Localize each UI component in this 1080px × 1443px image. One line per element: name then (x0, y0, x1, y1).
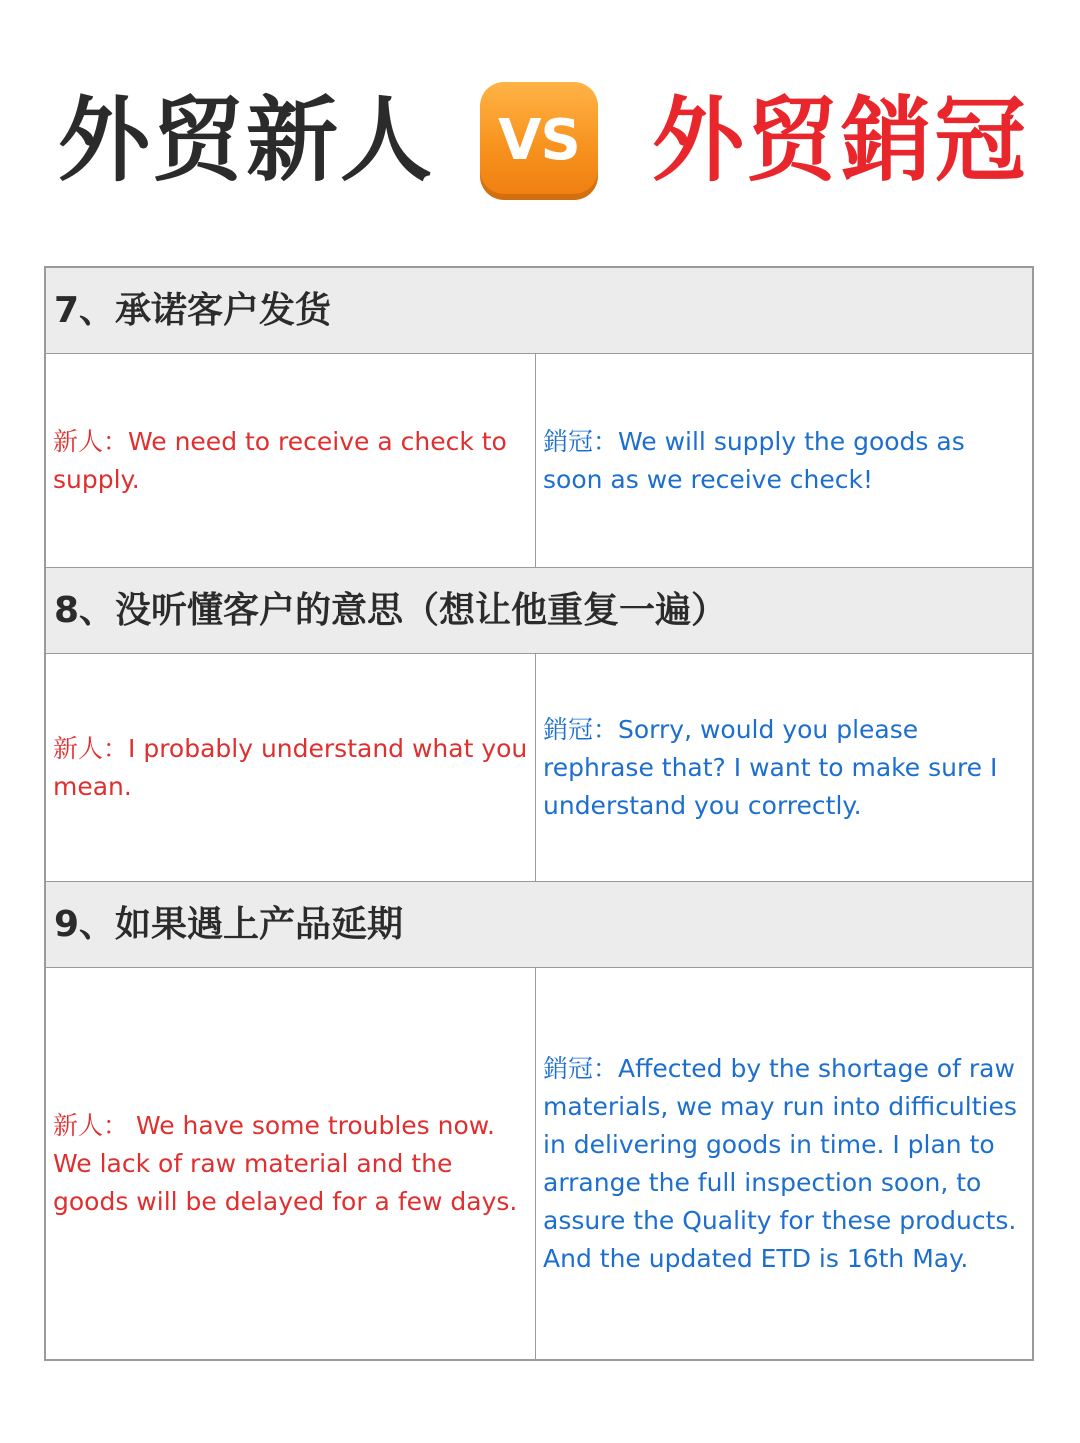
section-header-9 (46, 882, 1032, 968)
section-header-7 (46, 268, 1032, 354)
novice-cell (46, 968, 536, 1359)
table-row (46, 654, 1032, 882)
novice-reply: 新人：I probably understand what you mean. (53, 733, 528, 801)
champion-cell (536, 654, 1032, 881)
novice-cell (46, 354, 536, 567)
table-row (46, 354, 1032, 568)
page-header (0, 78, 1080, 208)
champion-reply: 銷冠：Affected by the shortage of raw materials, we may run into difficulties in delivering goods in time. I plan to arrange the full inspection soon, to assure the Quality for these products. And the updated ETD is 16th May. (543, 1053, 1017, 1273)
section-header-8 (46, 568, 1032, 654)
comparison-table (44, 266, 1034, 1361)
vs-icon (480, 82, 598, 200)
champion-reply: 銷冠：Sorry, would you please rephrase that? I want to make sure I understand you correctly. (543, 714, 998, 820)
section-title: 7、承诺客户发货 (54, 290, 332, 331)
champion-cell (536, 968, 1032, 1359)
table-row (46, 968, 1032, 1359)
section-title: 9、如果遇上产品延期 (54, 904, 404, 945)
vs-label: VS (498, 108, 580, 173)
novice-reply: 新人：We need to receive a check to supply. (53, 426, 507, 494)
champion-title: 外贸銷冠 (652, 87, 1029, 194)
novice-title: 外贸新人 (58, 87, 435, 194)
champion-cell (536, 354, 1032, 567)
novice-reply: 新人： We have some troubles now. We lack of raw material and the goods will be delayed for a few days. (53, 1110, 518, 1216)
novice-cell (46, 654, 536, 881)
section-title: 8、没听懂客户的意思（想让他重复一遍） (54, 590, 728, 631)
champion-reply: 銷冠：We will supply the goods as soon as we receive check! (543, 426, 965, 494)
